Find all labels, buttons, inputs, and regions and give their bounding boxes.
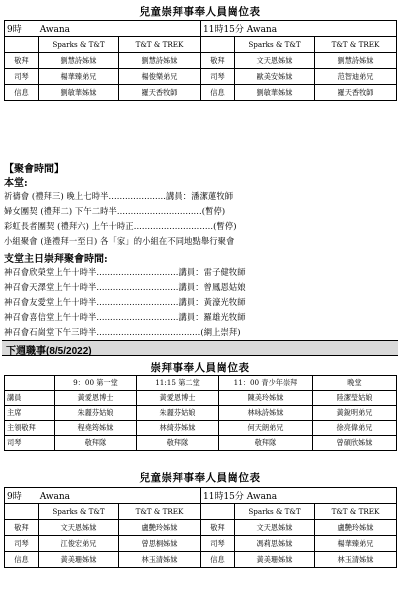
role-cell: 司琴: [5, 536, 39, 552]
name-cell: 劉敏華姊妹: [235, 85, 315, 101]
bottom-col-tt-2: T&T & TREK: [315, 504, 397, 520]
name-cell: 劉慧詩姊妹: [119, 53, 201, 69]
role-cell: 主領敬拜: [5, 421, 55, 436]
top-schedule-title: 兒童崇拜事奉人員崗位表: [139, 6, 261, 18]
table-row: [5, 391, 397, 406]
bottom-col-sparks: Sparks & T&T: [39, 504, 119, 520]
role-cell: 敬拜: [201, 53, 235, 69]
table-row: [5, 53, 397, 69]
name-cell: 文天恩姊妹: [235, 520, 315, 536]
name-cell: 歐美安姊妹: [235, 69, 315, 85]
name-cell: 敬拜隊: [219, 436, 313, 451]
name-cell: 黃愛恩博士: [137, 391, 219, 406]
branch-line: 神召會天澤堂上午十時半..............................講員：曾鳳恩姑娘: [4, 282, 246, 292]
branch-line: 神召會喜信堂上午十時半..............................講員：羅雄光牧師: [4, 312, 246, 322]
name-cell: 林玉清姊妹: [315, 552, 397, 568]
header-cell: 11：00 青少年崇拜: [219, 376, 313, 391]
name-cell: 楊華臻弟兄: [315, 536, 397, 552]
name-cell: 馮莉思姊妹: [235, 536, 315, 552]
table-row: [5, 520, 397, 536]
meeting-line: 祈禱會 (禮拜三) 晚上七時半.....................講員：潘潔蓮牧師: [4, 191, 234, 201]
next-week-banner-text: 下週職事(8/5/2022): [6, 346, 92, 357]
role-cell: 信息: [201, 85, 235, 101]
name-cell: 敬拜隊: [55, 436, 137, 451]
branch-line: 神召會石崗堂下午三時半......................................(網上崇拜): [4, 327, 241, 337]
meetings-header: 【聚會時間】: [4, 164, 64, 175]
name-cell: 程堯筠姊妹: [55, 421, 137, 436]
role-cell: 司琴: [5, 69, 39, 85]
role-cell: 信息: [201, 552, 235, 568]
name-cell: 黃銳明弟兄: [313, 406, 397, 421]
name-cell: 盧艷玲姊妹: [119, 520, 201, 536]
branch-header: 支堂主日崇拜聚會時間:: [4, 254, 108, 265]
name-cell: 林綺芬姊妹: [137, 421, 219, 436]
role-cell: 敬拜: [5, 53, 39, 69]
top-left-session: 9時 Awana: [5, 21, 201, 37]
name-cell: 黃美珊姊妹: [39, 552, 119, 568]
name-cell: 楊華臻弟兄: [39, 69, 119, 85]
bottom-schedule-table: [4, 487, 397, 568]
name-cell: 羅天香牧師: [119, 85, 201, 101]
top-col-tt-2: T&T & TREK: [315, 37, 397, 53]
worship-schedule-table: [4, 375, 397, 451]
name-cell: 劉慧詩姊妹: [39, 53, 119, 69]
name-cell: 徐亮偉弟兄: [313, 421, 397, 436]
name-cell: 曾思桐姊妹: [119, 536, 201, 552]
role-cell: 司琴: [5, 436, 55, 451]
meeting-line: 小組聚會 (逢禮拜一至日) 各「家」的小組在不同地點舉行聚會: [4, 236, 235, 246]
name-cell: 文天恩姊妹: [39, 520, 119, 536]
header-cell: 晚堂: [313, 376, 397, 391]
name-cell: 范智迪弟兄: [315, 69, 397, 85]
bottom-right-session: 11時15分 Awana: [201, 488, 397, 504]
role-cell: 司琴: [201, 69, 235, 85]
name-cell: 朱麗芬姑娘: [55, 406, 137, 421]
table-row: [5, 552, 397, 568]
name-cell: 何天朗弟兄: [219, 421, 313, 436]
name-cell: 文天恩姊妹: [235, 53, 315, 69]
name-cell: 盧艷玲姊妹: [315, 520, 397, 536]
bottom-col-sparks-2: Sparks & T&T: [235, 504, 315, 520]
header-cell: 9：00 第一堂: [55, 376, 137, 391]
top-col-tt: T&T & TREK: [119, 37, 201, 53]
table-row: [5, 421, 397, 436]
top-col-sparks-2: Sparks & T&T: [235, 37, 315, 53]
name-cell: 敬拜隊: [137, 436, 219, 451]
name-cell: 陳美玲姊妹: [219, 391, 313, 406]
bottom-col-tt: T&T & TREK: [119, 504, 201, 520]
header-cell: [5, 376, 55, 391]
role-cell: 主席: [5, 406, 55, 421]
name-cell: 林玉清姊妹: [119, 552, 201, 568]
name-cell: 陸潔瑩姑娘: [313, 391, 397, 406]
role-cell: 講員: [5, 391, 55, 406]
name-cell: 楊俊樂弟兄: [119, 69, 201, 85]
role-cell: 信息: [5, 85, 39, 101]
name-cell: 曾碩欣姊妹: [313, 436, 397, 451]
role-cell: 司琴: [201, 536, 235, 552]
top-right-session: 11時15分 Awana: [201, 21, 397, 37]
name-cell: 黃愛恩博士: [55, 391, 137, 406]
table-row: [5, 406, 397, 421]
role-cell: 信息: [5, 552, 39, 568]
top-schedule-table: [4, 20, 397, 101]
branch-line: 神召會友愛堂上午十時半..............................講員：黃濠光牧師: [4, 297, 246, 307]
bottom-left-session: 9時 Awana: [5, 488, 201, 504]
name-cell: 林咏詩姊妹: [219, 406, 313, 421]
role-cell: 敬拜: [201, 520, 235, 536]
table-row: [5, 69, 397, 85]
table-row: [5, 85, 397, 101]
header-cell: 11:15 第二堂: [137, 376, 219, 391]
branch-line: 神召會欣榮堂上午十時半..............................講員：雷子健牧師: [4, 267, 246, 277]
top-col-sparks: Sparks & T&T: [39, 37, 119, 53]
bottom-schedule-title: 兒童崇拜事奉人員崗位表: [139, 472, 261, 484]
role-cell: 敬拜: [5, 520, 39, 536]
name-cell: 劉慧詩姊妹: [315, 53, 397, 69]
name-cell: 江俊宏弟兄: [39, 536, 119, 552]
table-row: [5, 436, 397, 451]
name-cell: 劉敏華姊妹: [39, 85, 119, 101]
meeting-line: 彩虹長者團契 (禮拜六) 上午十時正.............................(暫停): [4, 221, 237, 231]
name-cell: 羅天香牧師: [315, 85, 397, 101]
table-row: [5, 536, 397, 552]
next-week-banner: [2, 340, 398, 356]
name-cell: 黃美珊姊妹: [235, 552, 315, 568]
meeting-line: 婦女團契 (禮拜二) 下午二時半...............................(暫停): [4, 206, 226, 216]
main-hall-header: 本堂:: [4, 178, 28, 189]
worship-schedule-title: 崇拜事奉人員崗位表: [150, 362, 250, 374]
name-cell: 朱麗芬姑娘: [137, 406, 219, 421]
